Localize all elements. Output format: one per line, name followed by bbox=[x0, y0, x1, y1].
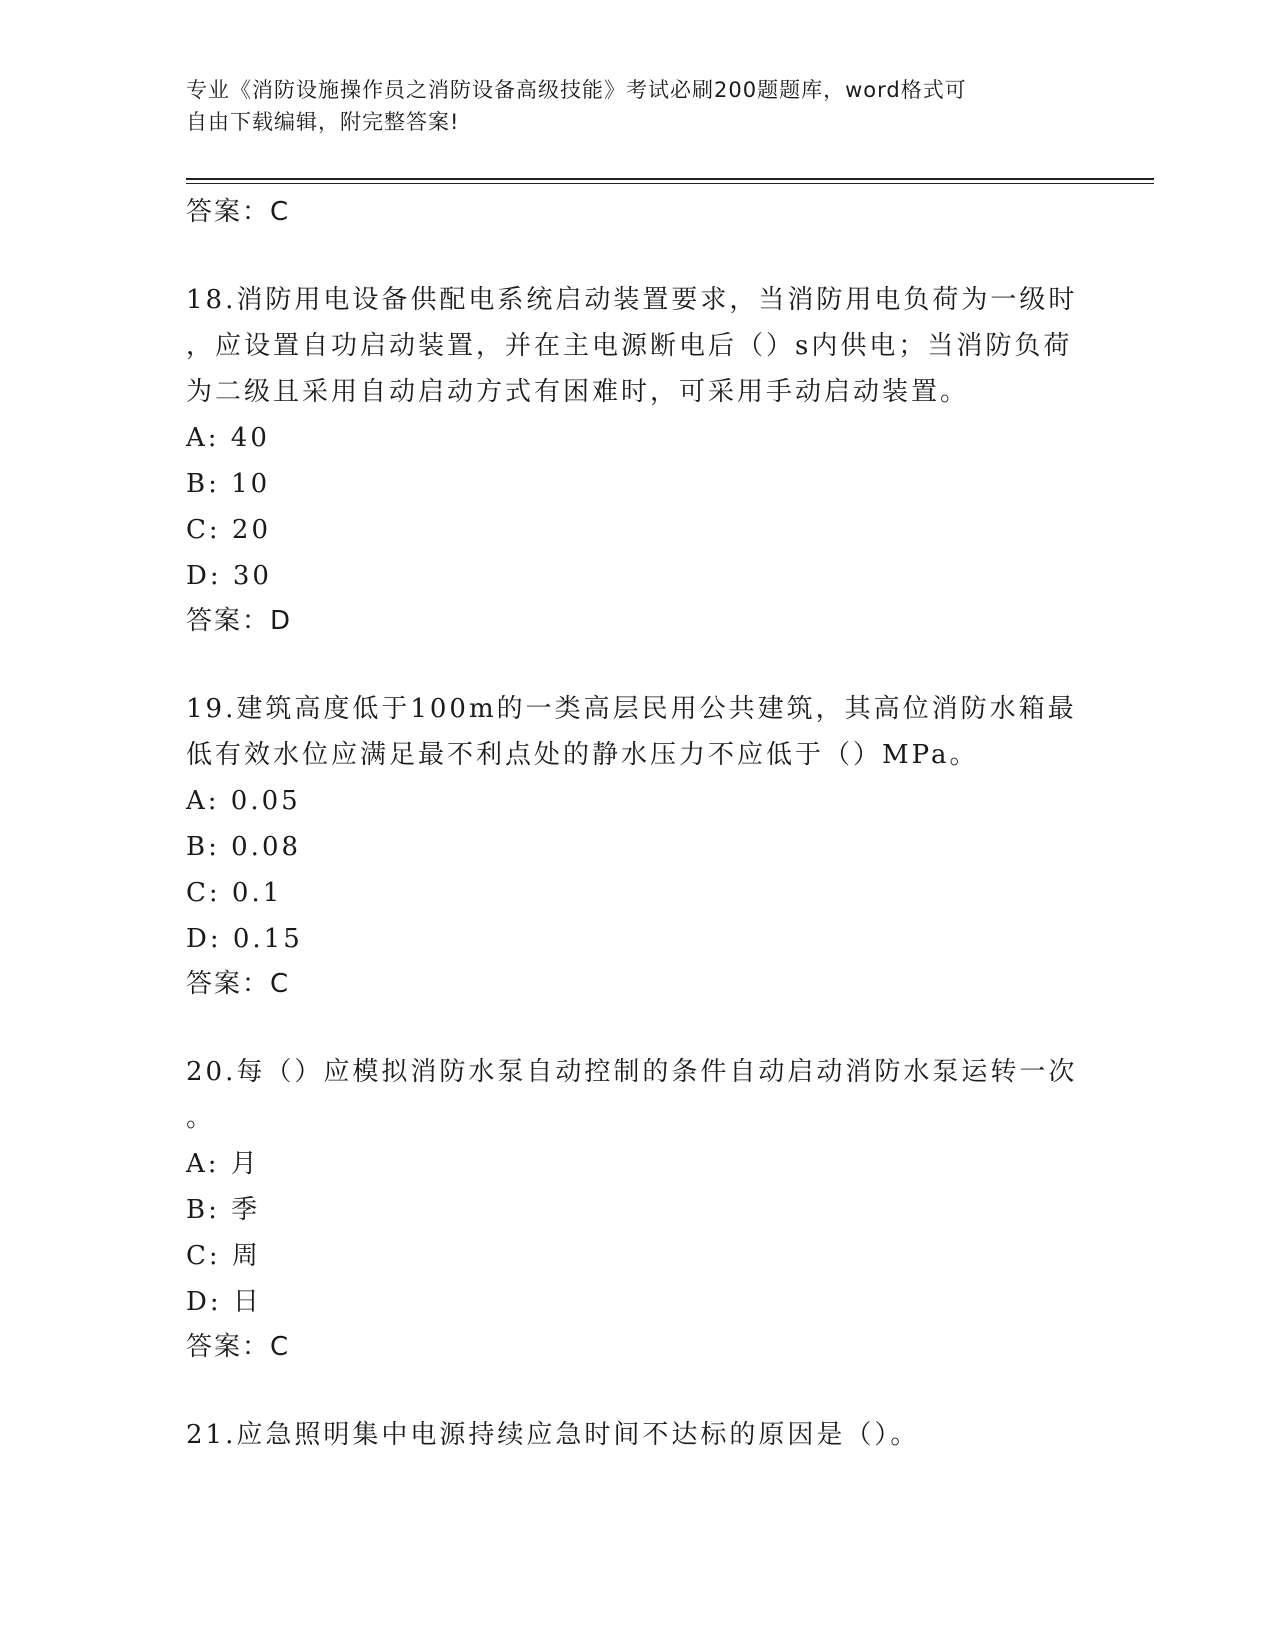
header-line-2: 自由下载编辑，附完整答案! bbox=[186, 110, 460, 134]
option-c: C: 0.1 bbox=[186, 878, 283, 908]
answer-line: 答案：C bbox=[186, 969, 291, 999]
question-text: 20.每（）应模拟消防水泵自动控制的条件自动启动消防水泵运转一次 。 bbox=[186, 1057, 1078, 1133]
document-body bbox=[186, 190, 1086, 1458]
answer-line: 答案：C bbox=[186, 197, 291, 227]
question-block bbox=[186, 1049, 1086, 1370]
answer-line: 答案：D bbox=[186, 606, 293, 636]
question-text: 21.应急照明集中电源持续应急时间不达标的原因是（）。 bbox=[186, 1420, 920, 1450]
question-block bbox=[186, 1412, 1086, 1458]
header-rule-thick bbox=[186, 178, 1154, 180]
document-header bbox=[186, 74, 1086, 138]
option-d: D: 30 bbox=[186, 561, 272, 591]
option-b: B: 10 bbox=[186, 469, 271, 499]
question-block bbox=[186, 686, 1086, 1007]
question-text: 18.消防用电设备供配电系统启动装置要求，当消防用电负荷为一级时 ，应设置自功启动装置，并在主电源断电后（）s内供电；当消防负荷 为二级且采用自动启动方式有困难时，可采用手动启动装置。 bbox=[186, 285, 1078, 407]
option-a: A: 月 bbox=[186, 1149, 260, 1179]
option-c: C: 20 bbox=[186, 515, 272, 545]
answer-line: 答案：C bbox=[186, 1332, 291, 1362]
header-line-1: 专业《消防设施操作员之消防设备高级技能》考试必刷200题题库，word格式可 bbox=[186, 78, 967, 102]
question-block bbox=[186, 277, 1086, 644]
option-a: A: 40 bbox=[186, 423, 270, 453]
option-c: C: 周 bbox=[186, 1241, 261, 1271]
option-d: D: 日 bbox=[186, 1287, 262, 1317]
option-d: D: 0.15 bbox=[186, 924, 303, 954]
option-b: B: 0.08 bbox=[186, 832, 302, 862]
header-rule-thin bbox=[186, 183, 1154, 184]
question-text: 19.建筑高度低于100m的一类高层民用公共建筑，其高位消防水箱最 低有效水位应满足最不利点处的静水压力不应低于（）MPa。 bbox=[186, 694, 1077, 770]
option-b: B: 季 bbox=[186, 1195, 261, 1225]
option-a: A: 0.05 bbox=[186, 786, 301, 816]
